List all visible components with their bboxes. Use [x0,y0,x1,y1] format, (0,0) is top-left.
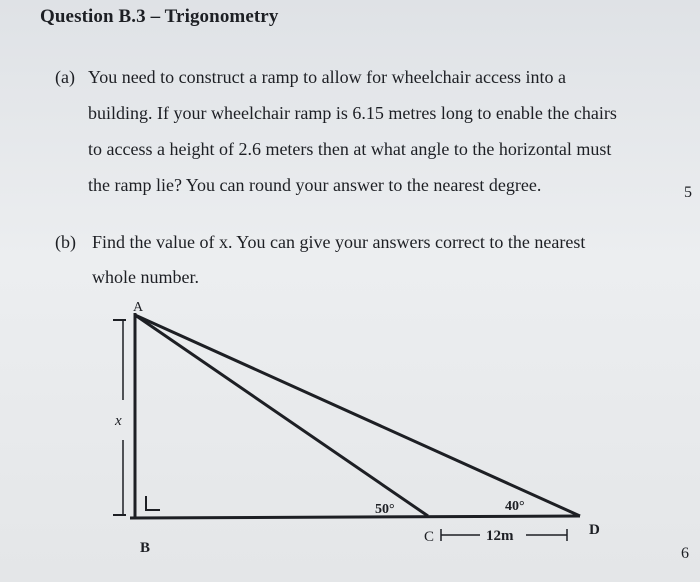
right-angle-marker [146,496,160,510]
angle-d-label: 40° [505,499,525,514]
vertex-c-label: C [424,529,435,545]
part-a-label: (a) [55,67,75,87]
part-a-line-1: You need to construct a ramp to allow for wheelchair access into a [88,67,567,87]
vertex-a-label: A [133,300,144,315]
side-ad [135,315,580,516]
side-bd [130,516,580,518]
question-title: Question B.3 – Trigonometry [40,6,279,27]
part-b-line-1: Find the value of x. You can give your answers correct to the nearest [92,232,586,252]
part-b-marks: 6 [681,545,689,562]
vertex-b-label: B [140,540,151,556]
part-a-marks: 5 [684,184,692,201]
part-a-line-2: building. If your wheelchair ramp is 6.15 metres long to enable the chairs [88,103,617,123]
angle-c-label: 50° [375,502,395,517]
side-x-label: x [115,413,122,429]
part-a-line-4: the ramp lie? You can round your answer to the nearest degree. [88,175,542,195]
part-b-label: (b) [55,232,76,252]
part-b-line-2: whole number. [92,267,199,287]
vertex-d-label: D [589,522,600,538]
length-cd-label: 12m [486,528,514,544]
part-a-line-3: to access a height of 2.6 meters then at what angle to the horizontal must [88,139,612,159]
side-ac [135,315,428,516]
